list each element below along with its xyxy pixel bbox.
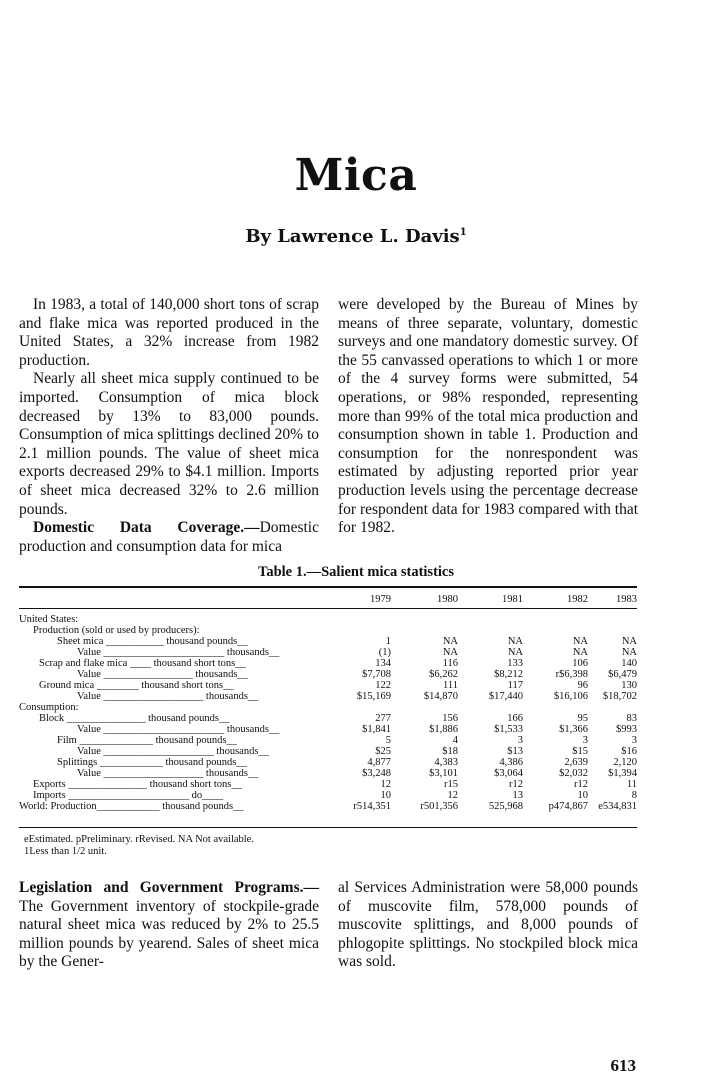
table-cell: 4,383 — [434, 757, 458, 768]
table-cell: $14,870 — [423, 691, 458, 702]
table-cell: r514,351 — [353, 801, 391, 812]
data-coverage-text: Domestic production and consumption data for mica — [19, 519, 319, 555]
table-row — [19, 691, 637, 702]
table-cell: 106 — [572, 658, 588, 669]
table-cell: 96 — [577, 680, 588, 691]
table-cell: $17,440 — [488, 691, 523, 702]
table-row — [19, 658, 637, 669]
table-row — [19, 768, 637, 779]
table-cell: 2,639 — [564, 757, 588, 768]
table-row-label: Scrap and flake mica ____ thousand short tons__ — [39, 658, 246, 669]
table-cell: NA — [507, 647, 523, 658]
paragraph-sheet-mica: Nearly all sheet mica supply continued to be imported. Consumption of mica block decreased by 13% to 83,000 pounds. Consumption of mica splittings declined 20% to 2.1 million pounds. The value of sheet mica exports decreased 29% to $4.1 million. Imports of sheet mica decreased 32% to 2.6 million pounds. — [19, 370, 319, 518]
table-cell: $3,101 — [429, 768, 458, 779]
table-caption: Table 1.—Salient mica statistics — [257, 564, 455, 580]
table-cell: r12 — [574, 779, 588, 790]
table-row — [19, 669, 637, 680]
table-cell: r15 — [444, 779, 458, 790]
paragraph-legislation — [19, 879, 319, 972]
table-cell: $1,394 — [608, 768, 637, 779]
table-cell: $18,702 — [602, 691, 637, 702]
table-cell: p474,867 — [548, 801, 588, 812]
table-cell: $18 — [442, 746, 458, 757]
table-header-year: 1982 — [567, 594, 588, 605]
table-cell: r501,356 — [420, 801, 458, 812]
table-cell: $3,064 — [494, 768, 523, 779]
table-cell: r$6,398 — [555, 669, 588, 680]
table-row-label: World: Production____________ thousand pounds__ — [19, 801, 244, 812]
table-row — [19, 746, 637, 757]
table-cell: $3,248 — [362, 768, 391, 779]
page-number: 613 — [610, 1056, 636, 1075]
table-cell: 8 — [631, 790, 637, 801]
table-cell: 130 — [621, 680, 637, 691]
table-cell: 12 — [447, 790, 458, 801]
table-top-rule — [19, 586, 637, 588]
table-row-label: Sheet mica ___________ thousand pounds__ — [57, 636, 248, 647]
table-cell: 4,386 — [499, 757, 523, 768]
table-cell: $8,212 — [494, 669, 523, 680]
table-cell: 111 — [443, 680, 458, 691]
paragraph-survey: were developed by the Bureau of Mines by means of three separate, voluntary, domestic surveys and one mandatory domestic survey. Of the 55 canvassed operations to which 1 or more of the 4 survey forms were submitted, 54 operations, or 98% responded, representing more than 99% of the total mica production and consumption shown in table 1. Production and consumption for the nonrespondent was estimated by adjusting reported prior year production levels using the percentage decrease for respondent data for 1983 compared with that for 1982. — [338, 296, 639, 537]
table-row-label: Production (sold or used by producers): — [33, 625, 200, 636]
table-row-label: Block _______________ thousand pounds__ — [39, 713, 230, 724]
table-cell: 5 — [385, 735, 391, 746]
table-cell: 13 — [512, 790, 523, 801]
table-header-year: 1981 — [502, 594, 523, 605]
table-cell: $993 — [616, 724, 637, 735]
table-cell: 10 — [577, 790, 588, 801]
table-header-rule — [19, 608, 637, 609]
table-row-label: Splittings ____________ thousand pounds__ — [57, 757, 247, 768]
table-row — [19, 614, 637, 625]
table-footnote-less-than: 1Less than 1/2 unit. — [24, 846, 107, 857]
table-row — [19, 801, 637, 812]
section-heading-data-coverage: Domestic Data Coverage. — [33, 519, 245, 537]
table-cell: NA — [442, 647, 458, 658]
table-cell: NA — [572, 636, 588, 647]
table-cell: $13 — [507, 746, 523, 757]
table-cell: NA — [572, 647, 588, 658]
table-cell: NA — [621, 647, 637, 658]
legislation-text-part-1: The Government inventory of stockpile-grade natural sheet mica was reduced by 2% to 25.5 million pounds by yearend. Sales of sheet mica by the Gener- — [19, 897, 319, 971]
table-row-label: Exports _______________ thousand short tons__ — [33, 779, 242, 790]
author-name: By Lawrence L. Davis — [245, 226, 460, 247]
table-row-label: Consumption: — [19, 702, 79, 713]
table-cell: $16,106 — [553, 691, 588, 702]
table-cell: $2,032 — [559, 768, 588, 779]
paragraph-production: In 1983, a total of 140,000 short tons of scrap and flake mica was reported produced in the United States, a 32% increase from 1982 production. — [19, 296, 319, 369]
table-cell: 117 — [507, 680, 523, 691]
table-cell: 3 — [631, 735, 637, 746]
table-row-label: Film ______________ thousand pounds__ — [57, 735, 237, 746]
table-row — [19, 647, 637, 658]
table-cell: 10 — [380, 790, 391, 801]
table-cell: e534,831 — [598, 801, 637, 812]
table-row-label: Value ___________________ thousands__ — [77, 768, 259, 779]
table-bottom-rule — [19, 827, 637, 828]
table-cell: $15 — [572, 746, 588, 757]
heading-dash: — — [303, 879, 319, 896]
table-cell: 277 — [375, 713, 391, 724]
table-cell: $1,533 — [494, 724, 523, 735]
table-cell: 1 — [385, 636, 391, 647]
article-title: Mica — [294, 150, 418, 201]
table-cell: 134 — [375, 658, 391, 669]
table-cell: NA — [621, 636, 637, 647]
table-cell: (1) — [378, 647, 391, 658]
table-row-label: Value _________________ thousands__ — [77, 669, 248, 680]
table-cell: 116 — [442, 658, 458, 669]
paragraph-data-coverage — [19, 519, 319, 556]
table-cell: 133 — [507, 658, 523, 669]
table-header-year: 1980 — [437, 594, 458, 605]
table-row — [19, 735, 637, 746]
body-column-left — [19, 879, 319, 972]
table-cell: 4 — [452, 735, 458, 746]
author-footnote-marker: 1 — [459, 227, 467, 238]
intro-column-right — [338, 296, 638, 538]
table-cell: $25 — [375, 746, 391, 757]
table-row — [19, 779, 637, 790]
table-cell: NA — [507, 636, 523, 647]
table-cell: NA — [442, 636, 458, 647]
table-cell: $7,708 — [362, 669, 391, 680]
table-cell: 83 — [626, 713, 637, 724]
table-row-label: Ground mica ________ thousand short tons__ — [39, 680, 234, 691]
table-row — [19, 625, 637, 636]
table-cell: 525,968 — [488, 801, 523, 812]
table-cell: $16 — [621, 746, 637, 757]
table-header-year: 1979 — [370, 594, 391, 605]
table-cell: 95 — [577, 713, 588, 724]
table-row-label: United States: — [19, 614, 79, 625]
table-cell: $15,169 — [356, 691, 391, 702]
table-cell: $1,886 — [429, 724, 458, 735]
table-cell: 122 — [375, 680, 391, 691]
table-row — [19, 713, 637, 724]
table-cell: 11 — [626, 779, 637, 790]
table-row — [19, 702, 637, 713]
intro-column-left — [19, 296, 319, 556]
table-footnote-legend: eEstimated. pPreliminary. rRevised. NA Not available. — [24, 834, 254, 845]
table-cell: 2,120 — [613, 757, 637, 768]
table-cell: 166 — [507, 713, 523, 724]
heading-dash: — — [244, 519, 260, 537]
body-column-right — [338, 879, 638, 972]
table-row-label: Value _______________________ thousands__ — [77, 724, 280, 735]
table-row-label: Value _____________________ thousands__ — [77, 746, 269, 757]
table-cell: 156 — [442, 713, 458, 724]
table-row-label: Value _______________________ thousands__ — [77, 647, 280, 658]
table-cell: r12 — [509, 779, 523, 790]
table-row — [19, 636, 637, 647]
section-heading-legislation: Legislation and Government Programs. — [19, 879, 304, 896]
table-header-year: 1983 — [616, 594, 637, 605]
table-cell: 140 — [621, 658, 637, 669]
table-row — [19, 790, 637, 801]
table-cell: 12 — [380, 779, 391, 790]
table-cell: $6,262 — [429, 669, 458, 680]
table-cell: 3 — [582, 735, 588, 746]
author-byline — [0, 226, 712, 247]
table-cell: $1,841 — [362, 724, 391, 735]
legislation-text-part-2: al Services Administration were 58,000 pounds of muscovite film, 578,000 pounds of muscovite splittings, and 8,000 pounds of phlogopite splittings. No stockpiled block mica was sold. — [338, 879, 638, 971]
table-cell: 4,877 — [367, 757, 391, 768]
table-row-label: Value ___________________ thousands__ — [77, 691, 259, 702]
table-row-label: Imports _______________________ do____ — [33, 790, 224, 801]
table-row — [19, 757, 637, 768]
table-cell: $6,479 — [608, 669, 637, 680]
table-cell: $1,366 — [559, 724, 588, 735]
table-row — [19, 724, 637, 735]
table-row — [19, 680, 637, 691]
table-cell: 3 — [517, 735, 523, 746]
